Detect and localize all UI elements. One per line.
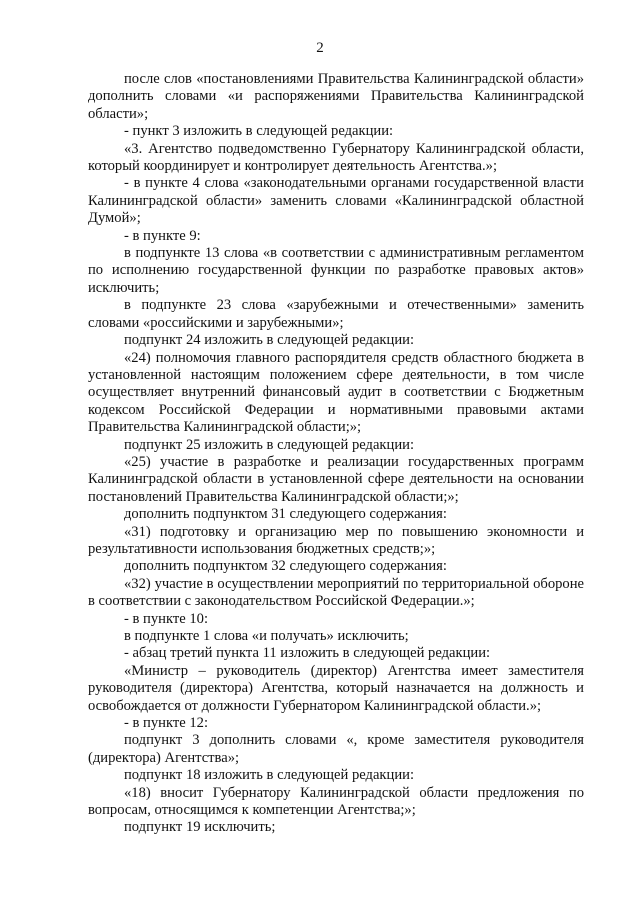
paragraph: дополнить подпунктом 31 следующего содержания: [124,506,447,523]
paragraph: подпункт 3 дополнить словами «, кроме заместителя руководителя (директора) Агентства»; [88,732,584,766]
page-number: 2 [316,40,324,56]
paragraph: - в пункте 4 слова «законодательными органами государственной власти Калининградской области» заменить словами «Калининградской областной Думой»; [88,175,584,227]
paragraph: - абзац третий пункта 11 изложить в следующей редакции: [124,645,491,662]
paragraph: дополнить подпунктом 32 следующего содержания: [124,558,447,575]
paragraph: «24) полномочия главного распорядителя средств областного бюджета в установленной настоящим положением сфере деятельности, в том числе осуществляет внутренний финансовый аудит в соответствии с Бюджетным кодексом Российской Федерации и нормативными правовыми актами Правительства Калининградской области;»; [88,349,584,436]
paragraph: подпункт 24 изложить в следующей редакции: [124,332,415,349]
paragraph: подпункт 25 изложить в следующей редакции: [124,436,415,453]
paragraph: - в пункте 12: [124,715,209,732]
paragraph: «32) участие в осуществлении мероприятий по территориальной обороне в соответствии с законодательством Российской Федерации.»; [88,575,584,610]
paragraph: в подпункте 1 слова «и получать» исключить; [124,628,409,644]
paragraph: - в пункте 10: [124,610,209,627]
paragraph: в подпункте 23 слова «зарубежными и отечественными» заменить словами «российскими и зарубежными»; [88,297,584,331]
paragraph: - пункт 3 изложить в следующей редакции: [124,123,394,140]
document-body [88,71,584,837]
paragraph: в подпункте 13 слова «в соответствии с административным регламентом по исполнению государственной функции по разработке правовых актов» исключить; [88,245,584,296]
paragraph: «3. Агентство подведомственно Губернатору Калининградской области, который координирует и контролирует деятельность Агентства.»; [88,140,584,175]
paragraph: - в пункте 9: [124,227,201,244]
paragraph: «31) подготовку и организацию мер по повышению экономности и результативности использования бюджетных средств;»; [88,523,584,557]
paragraph: подпункт 18 изложить в следующей редакции: [124,767,415,784]
paragraph: «Министр – руководитель (директор) Агентства имеет заместителя руководителя (директора) Агентства, который назначается на должность и освобождается от должности Губернатором Калининградской области.»; [88,662,584,714]
paragraph: «18) вносит Губернатору Калининградской области предложения по вопросам, относящимся к компетенции Агентства;»; [88,784,584,819]
paragraph: после слов «постановлениями Правительства Калининградской области» дополнить словами «и распоряжениями Правительства Калининградской области»; [88,71,584,122]
paragraph: подпункт 19 исключить; [124,819,276,836]
paragraph: «25) участие в разработке и реализации государственных программ Калининградской области в установленной сфере деятельности на основании постановлений Правительства Калининградской области;»; [88,453,584,505]
